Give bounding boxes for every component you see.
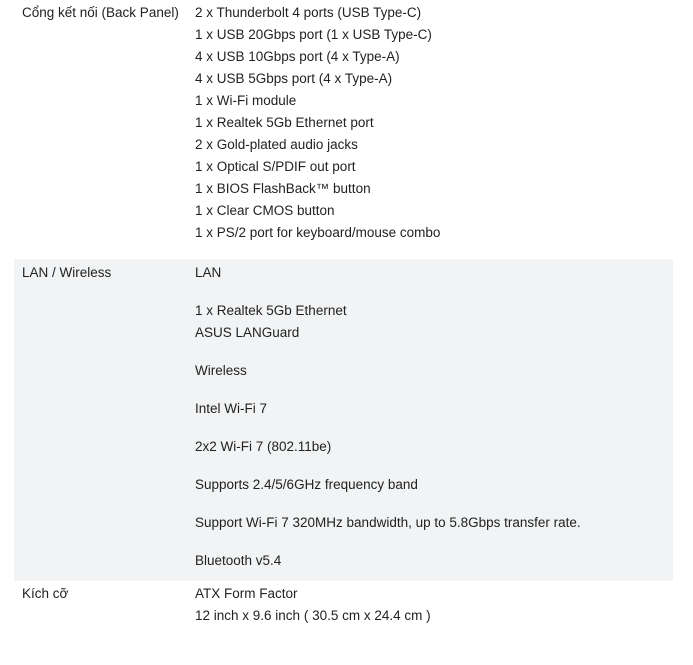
spec-paragraph: [195, 436, 673, 458]
spec-value-line: 2x2 Wi-Fi 7 (802.11be): [195, 439, 332, 454]
spec-values: [195, 583, 673, 627]
spec-value-line: LAN: [195, 265, 222, 280]
spec-value-line: 1 x Realtek 5Gb Ethernet port: [195, 115, 374, 130]
spec-values: [195, 2, 673, 244]
spec-value-line: 1 x Optical S/PDIF out port: [195, 159, 356, 174]
spec-value-line: Supports 2.4/5/6GHz frequency band: [195, 477, 418, 492]
spec-value-line: 2 x Thunderbolt 4 ports (USB Type-C): [195, 5, 422, 20]
spec-label: LAN / Wireless: [22, 265, 112, 280]
spec-value-line: 4 x USB 5Gbps port (4 x Type-A): [195, 71, 393, 86]
spec-value-line: ATX Form Factor: [195, 586, 298, 601]
spec-paragraph: [195, 512, 673, 534]
spec-label: Kích cỡ: [22, 586, 69, 601]
spec-value-line: 1 x Clear CMOS button: [195, 203, 335, 218]
spec-value-line: 12 inch x 9.6 inch ( 30.5 cm x 24.4 cm ): [195, 608, 431, 623]
spec-value-line: 4 x USB 10Gbps port (4 x Type-A): [195, 49, 400, 64]
spec-paragraph: [195, 550, 673, 572]
spec-value-line: ASUS LANGuard: [195, 325, 300, 340]
spec-row-size: [14, 581, 673, 637]
spec-value-line: 2 x Gold-plated audio jacks: [195, 137, 358, 152]
spec-paragraph: [195, 360, 673, 382]
spec-label: Cổng kết nối (Back Panel): [22, 5, 179, 20]
spec-value-line: Bluetooth v5.4: [195, 553, 282, 568]
spec-paragraph: [195, 474, 673, 496]
spec-value-line: 1 x USB 20Gbps port (1 x USB Type-C): [195, 27, 432, 42]
spec-value-line: 1 x BIOS FlashBack™ button: [195, 181, 371, 196]
spec-values: [195, 262, 673, 572]
spec-paragraph: [195, 262, 673, 284]
spec-value-line: Intel Wi-Fi 7: [195, 401, 268, 416]
spec-row-back-panel: [14, 0, 673, 259]
spec-value-line: Support Wi-Fi 7 320MHz bandwidth, up to 5.8Gbps transfer rate.: [195, 515, 581, 530]
spec-value-line: 1 x Wi-Fi module: [195, 93, 297, 108]
spec-table: [14, 0, 673, 637]
spec-value-line: 1 x Realtek 5Gb Ethernet: [195, 303, 347, 318]
spec-paragraph: [195, 398, 673, 420]
spec-row-lan-wireless: [14, 259, 673, 581]
spec-paragraph: [195, 300, 673, 344]
spec-value-line: Wireless: [195, 363, 247, 378]
spec-value-line: 1 x PS/2 port for keyboard/mouse combo: [195, 225, 441, 240]
